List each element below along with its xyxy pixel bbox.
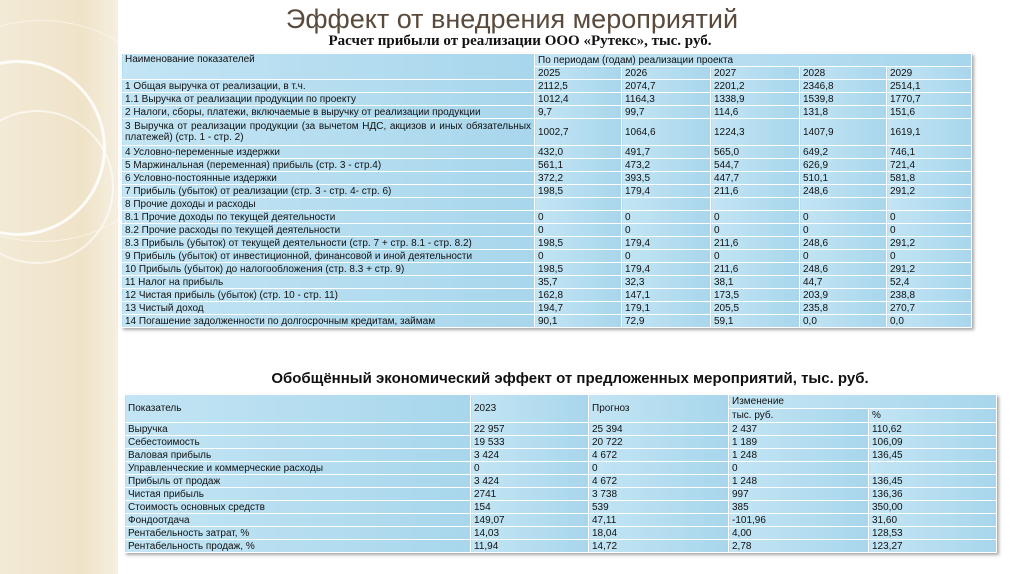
value-cell: 1012,4 [535, 93, 622, 106]
row-label: 5 Маржинальная (переменная) прибыль (стр. 3 - стр.4) [122, 159, 535, 172]
value-cell: 561,1 [535, 159, 622, 172]
table-row [125, 436, 997, 449]
value-cell: 0 [589, 462, 729, 475]
value-cell: 372,2 [535, 172, 622, 185]
value-cell: 626,9 [800, 159, 887, 172]
column-header-change: Изменение [729, 395, 997, 409]
value-cell: 1770,7 [887, 93, 972, 106]
value-cell: 1 248 [729, 449, 869, 462]
table-row [122, 276, 972, 289]
row-label: 9 Прибыль (убыток) от инвестиционной, финансовой и иной деятельности [122, 250, 535, 263]
value-cell: 350,00 [869, 501, 997, 514]
row-label: Выручка [125, 423, 471, 436]
value-cell: 746,1 [887, 146, 972, 159]
value-cell: 136,45 [869, 475, 997, 488]
value-cell: 1224,3 [711, 119, 800, 146]
value-cell: 147,1 [622, 289, 711, 302]
table-row [122, 106, 972, 119]
value-cell: 291,2 [887, 263, 972, 276]
value-cell: 2346,8 [800, 80, 887, 93]
table-row [122, 93, 972, 106]
value-cell: 2074,7 [622, 80, 711, 93]
value-cell: 539 [589, 501, 729, 514]
value-cell: 162,8 [535, 289, 622, 302]
value-cell: 291,2 [887, 185, 972, 198]
year-header: 2027 [711, 67, 800, 80]
value-cell: 0 [471, 462, 589, 475]
value-cell: 22 957 [471, 423, 589, 436]
table-row [122, 198, 972, 211]
row-label: Чистая прибыль [125, 488, 471, 501]
value-cell: 154 [471, 501, 589, 514]
value-cell: 151,6 [887, 106, 972, 119]
table-row [122, 224, 972, 237]
economic-effect-table [124, 394, 997, 553]
value-cell: 0 [800, 250, 887, 263]
row-label: Управленческие и коммерческие расходы [125, 462, 471, 475]
value-cell: 1 248 [729, 475, 869, 488]
column-header-change-pct: % [869, 409, 997, 423]
row-label: 7 Прибыль (убыток) от реализации (стр. 3 - стр. 4- стр. 6) [122, 185, 535, 198]
row-label: 11 Налог на прибыль [122, 276, 535, 289]
value-cell: 211,6 [711, 237, 800, 250]
value-cell: 0 [800, 211, 887, 224]
table-row [122, 237, 972, 250]
value-cell: 11,94 [471, 540, 589, 553]
value-cell: 432,0 [535, 146, 622, 159]
value-cell: 393,5 [622, 172, 711, 185]
value-cell: 1002,7 [535, 119, 622, 146]
value-cell: 0 [535, 224, 622, 237]
value-cell: 18,04 [589, 527, 729, 540]
table-row [122, 263, 972, 276]
row-label: 12 Чистая прибыль (убыток) (стр. 10 - стр. 11) [122, 289, 535, 302]
column-header-periods: По периодам (годам) реализации проекта [535, 54, 972, 67]
value-cell: 35,7 [535, 276, 622, 289]
value-cell [622, 198, 711, 211]
row-label: 8 Прочие доходы и расходы [122, 198, 535, 211]
table-row [122, 185, 972, 198]
value-cell: 235,8 [800, 302, 887, 315]
row-label: Рентабельность продаж, % [125, 540, 471, 553]
value-cell: 2,78 [729, 540, 869, 553]
value-cell: 99,7 [622, 106, 711, 119]
table-header-row [125, 395, 997, 409]
value-cell: 114,6 [711, 106, 800, 119]
row-label: Себестоимость [125, 436, 471, 449]
table-row [125, 449, 997, 462]
value-cell: 3 738 [589, 488, 729, 501]
value-cell: 211,6 [711, 185, 800, 198]
value-cell: 31,60 [869, 514, 997, 527]
year-header: 2028 [800, 67, 887, 80]
table-row [122, 80, 972, 93]
value-cell: 248,6 [800, 263, 887, 276]
value-cell: 248,6 [800, 185, 887, 198]
value-cell: 106,09 [869, 436, 997, 449]
value-cell: 32,3 [622, 276, 711, 289]
table-row [125, 462, 997, 475]
row-label: Валовая прибыль [125, 449, 471, 462]
value-cell: 198,5 [535, 263, 622, 276]
row-label: 6 Условно-постоянные издержки [122, 172, 535, 185]
value-cell: 0 [887, 250, 972, 263]
value-cell: 1338,9 [711, 93, 800, 106]
value-cell: 1407,9 [800, 119, 887, 146]
value-cell: 136,36 [869, 488, 997, 501]
year-header: 2026 [622, 67, 711, 80]
value-cell: 14,72 [589, 540, 729, 553]
row-label: 2 Налоги, сборы, платежи, включаемые в выручку от реализации продукции [122, 106, 535, 119]
table-row [125, 423, 997, 436]
value-cell: 59,1 [711, 315, 800, 328]
value-cell: 544,7 [711, 159, 800, 172]
row-label: Фондоотдача [125, 514, 471, 527]
value-cell: 248,6 [800, 237, 887, 250]
value-cell: 173,5 [711, 289, 800, 302]
value-cell: 1 189 [729, 436, 869, 449]
value-cell: 136,45 [869, 449, 997, 462]
value-cell: 2112,5 [535, 80, 622, 93]
table-row [125, 475, 997, 488]
row-label: 8.1 Прочие доходы по текущей деятельности [122, 211, 535, 224]
table-row [122, 289, 972, 302]
value-cell: 0 [800, 224, 887, 237]
value-cell: 4,00 [729, 527, 869, 540]
table-row [125, 540, 997, 553]
row-label: 3 Выручка от реализации продукции (за вычетом НДС, акцизов и иных обязательных платежей) (стр. 1 - стр. 2) [122, 119, 535, 146]
table-row [125, 501, 997, 514]
table-row [122, 172, 972, 185]
value-cell: 0,0 [887, 315, 972, 328]
column-header-forecast: Прогноз [589, 395, 729, 423]
value-cell: 90,1 [535, 315, 622, 328]
row-label: Прибыль от продаж [125, 475, 471, 488]
value-cell: 3 424 [471, 449, 589, 462]
value-cell: 211,6 [711, 263, 800, 276]
value-cell: 20 722 [589, 436, 729, 449]
row-label: 8.3 Прибыль (убыток) от текущей деятельности (стр. 7 + стр. 8.1 - стр. 8.2) [122, 237, 535, 250]
value-cell: 4 672 [589, 449, 729, 462]
value-cell: 128,53 [869, 527, 997, 540]
table-row [122, 315, 972, 328]
row-label: Рентабельность затрат, % [125, 527, 471, 540]
value-cell: 179,4 [622, 237, 711, 250]
year-header: 2025 [535, 67, 622, 80]
value-cell: 565,0 [711, 146, 800, 159]
value-cell: 473,2 [622, 159, 711, 172]
value-cell: 0,0 [800, 315, 887, 328]
value-cell: 385 [729, 501, 869, 514]
value-cell: 2201,2 [711, 80, 800, 93]
value-cell: 38,1 [711, 276, 800, 289]
value-cell: 52,4 [887, 276, 972, 289]
table-row [122, 250, 972, 263]
table1-caption: Расчет прибыли от реализации ООО «Рутекс», тыс. руб. [328, 33, 712, 49]
value-cell [800, 198, 887, 211]
value-cell: 721,4 [887, 159, 972, 172]
value-cell: 9,7 [535, 106, 622, 119]
table-row [122, 159, 972, 172]
table-row [122, 119, 972, 146]
table-row [125, 488, 997, 501]
value-cell: 0 [711, 224, 800, 237]
value-cell: 44,7 [800, 276, 887, 289]
value-cell: 997 [729, 488, 869, 501]
table-row [125, 527, 997, 540]
table-row [122, 211, 972, 224]
column-header-2023: 2023 [471, 395, 589, 423]
value-cell: 291,2 [887, 237, 972, 250]
value-cell: 194,7 [535, 302, 622, 315]
page-title: Эффект от внедрения мероприятий [285, 4, 739, 34]
value-cell: 649,2 [800, 146, 887, 159]
value-cell: 1164,3 [622, 93, 711, 106]
value-cell: 123,27 [869, 540, 997, 553]
value-cell: 2 437 [729, 423, 869, 436]
value-cell: 0 [535, 211, 622, 224]
value-cell: 0 [622, 250, 711, 263]
value-cell: 3 424 [471, 475, 589, 488]
value-cell [711, 198, 800, 211]
row-label: 14 Погашение задолженности по долгосрочным кредитам, займам [122, 315, 535, 328]
row-label: 1 Общая выручка от реализации, в т.ч. [122, 80, 535, 93]
row-label: 13 Чистый доход [122, 302, 535, 315]
value-cell: 2514,1 [887, 80, 972, 93]
value-cell: 0 [711, 250, 800, 263]
value-cell: 1539,8 [800, 93, 887, 106]
value-cell [869, 462, 997, 475]
value-cell: 179,4 [622, 185, 711, 198]
row-label: 10 Прибыль (убыток) до налогообложения (стр. 8.3 + стр. 9) [122, 263, 535, 276]
value-cell [535, 198, 622, 211]
value-cell: 581,8 [887, 172, 972, 185]
profit-calculation-table [121, 53, 972, 328]
row-label: 4 Условно-переменные издержки [122, 146, 535, 159]
value-cell: 4 672 [589, 475, 729, 488]
row-label: Стоимость основных средств [125, 501, 471, 514]
value-cell: 510,1 [800, 172, 887, 185]
value-cell: 47,11 [589, 514, 729, 527]
column-header-indicator: Наименование показателей [122, 54, 535, 80]
table-row [125, 514, 997, 527]
value-cell: 447,7 [711, 172, 800, 185]
year-header: 2029 [887, 67, 972, 80]
value-cell: 0 [729, 462, 869, 475]
value-cell: 491,7 [622, 146, 711, 159]
table2-caption: Обобщённый экономический эффект от предложенных мероприятий, тыс. руб. [271, 370, 869, 387]
value-cell: 179,1 [622, 302, 711, 315]
value-cell: 149,07 [471, 514, 589, 527]
row-label: 8.2 Прочие расходы по текущей деятельности [122, 224, 535, 237]
value-cell [887, 198, 972, 211]
value-cell: 198,5 [535, 237, 622, 250]
value-cell: 131,8 [800, 106, 887, 119]
value-cell: 179,4 [622, 263, 711, 276]
decorative-side-band [0, 0, 118, 574]
value-cell: -101,96 [729, 514, 869, 527]
value-cell: 198,5 [535, 185, 622, 198]
value-cell: 203,9 [800, 289, 887, 302]
table-row [122, 146, 972, 159]
value-cell: 270,7 [887, 302, 972, 315]
value-cell: 0 [887, 224, 972, 237]
value-cell: 1064,6 [622, 119, 711, 146]
value-cell: 1619,1 [887, 119, 972, 146]
value-cell: 0 [535, 250, 622, 263]
value-cell: 19 533 [471, 436, 589, 449]
value-cell: 0 [622, 211, 711, 224]
value-cell: 2741 [471, 488, 589, 501]
value-cell: 0 [622, 224, 711, 237]
table-header-row [122, 54, 972, 67]
value-cell: 25 394 [589, 423, 729, 436]
value-cell: 238,8 [887, 289, 972, 302]
value-cell: 0 [887, 211, 972, 224]
column-header-indicator: Показатель [125, 395, 471, 423]
value-cell: 0 [711, 211, 800, 224]
row-label: 1.1 Выручка от реализации продукции по проекту [122, 93, 535, 106]
value-cell: 14,03 [471, 527, 589, 540]
value-cell: 205,5 [711, 302, 800, 315]
value-cell: 110,62 [869, 423, 997, 436]
table-row [122, 302, 972, 315]
column-header-change-abs: тыс. руб. [729, 409, 869, 423]
value-cell: 72,9 [622, 315, 711, 328]
